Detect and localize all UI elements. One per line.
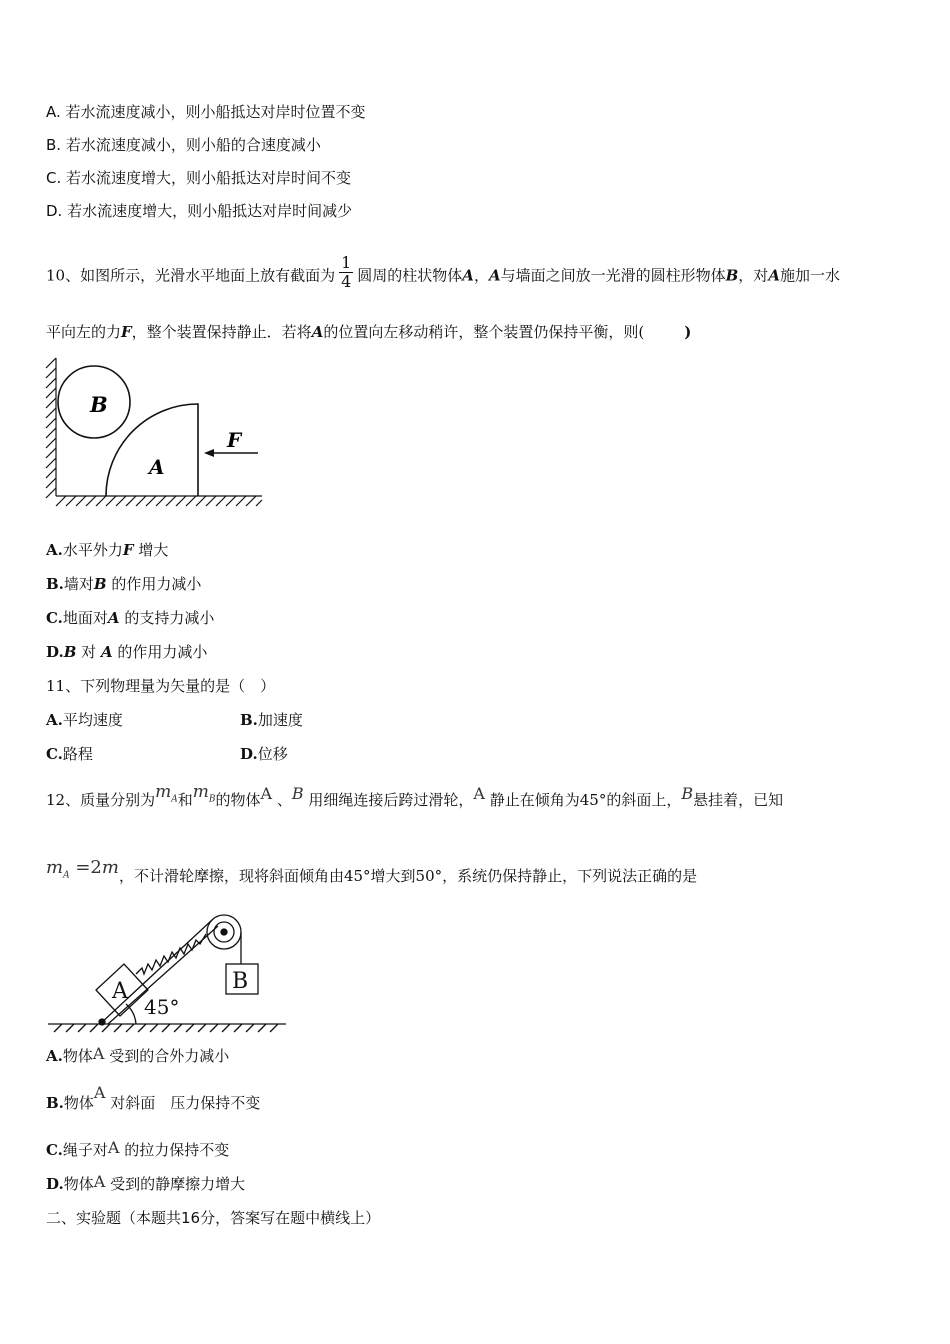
- q10-figure: [44, 352, 274, 512]
- label-b: B: [90, 392, 108, 417]
- q12-option-a: A.物体A 受到的合外力减小: [46, 1044, 230, 1065]
- label-block-b: B: [232, 969, 249, 994]
- q11-option-c: C.路程: [46, 745, 93, 763]
- q10-option-d: D.B 对 A 的作用力减小: [46, 643, 208, 661]
- q12-figure: [44, 906, 294, 1036]
- q9-option-d: D. 若水流速度增大，则小船抵达对岸时间减少: [46, 202, 353, 220]
- label-block-a: A: [112, 979, 128, 1004]
- label-a: A: [149, 455, 165, 479]
- q10-stem-line1: 10、如图所示，光滑水平地面上放有截面为 $\frac{1}{4}$ 圆周的柱状物体A，A与墙面之间放一光滑的圆柱形物体B，对A施加一水: [46, 253, 840, 291]
- q12-option-c: C.绳子对A 的拉力保持不变: [46, 1138, 230, 1159]
- force-arrow-head: [204, 449, 214, 457]
- q12-stem-line2: $m_A =2m$，不计滑轮摩擦，现将斜面倾角由45°增大到50°，系统仍保持静止，下列说法正确的是: [46, 857, 698, 885]
- q12-option-b: B.物体A 对斜面 压力保持不变: [46, 1083, 261, 1112]
- q11-option-d: D.位移: [240, 745, 288, 763]
- q10-option-b: B.墙对B 的作用力减小: [46, 575, 202, 593]
- section-2-heading: 二、实验题（本题共16分，答案写在题中横线上）: [46, 1209, 381, 1227]
- label-f: F: [227, 428, 242, 452]
- q11-stem: 11、下列物理量为矢量的是（ ）: [46, 677, 276, 695]
- q12-option-d: D.物体A 受到的静摩擦力增大: [46, 1172, 246, 1193]
- q11-option-b: B.加速度: [240, 711, 303, 729]
- q9-option-a: A. 若水流速度减小，则小船抵达对岸时位置不变: [46, 103, 366, 121]
- label-angle: 45°: [144, 995, 180, 1019]
- q9-option-c: C. 若水流速度增大，则小船抵达对岸时间不变: [46, 169, 352, 187]
- q10-option-c: C.地面对A 的支持力减小: [46, 609, 215, 627]
- q12-stem-line1: 12、质量分别为$m_A$和$m_B$的物体A 、B 用细绳连接后跨过滑轮，A 静止在倾角为45°的斜面上，B悬挂着，已知: [46, 782, 784, 809]
- q10-stem-line2: 平向左的力F，整个装置保持静止．若将A的位置向左移动稍许，整个装置仍保持平衡，则( ): [46, 323, 692, 341]
- q10-option-a: A.水平外力F 增大: [46, 541, 169, 559]
- q9-option-b: B. 若水流速度减小，则小船的合速度减小: [46, 136, 321, 154]
- quarter-cylinder-a: [106, 404, 198, 496]
- q11-option-a: A.平均速度: [46, 711, 123, 729]
- fraction-one-quarter: $\frac{1}{4}$: [341, 253, 352, 291]
